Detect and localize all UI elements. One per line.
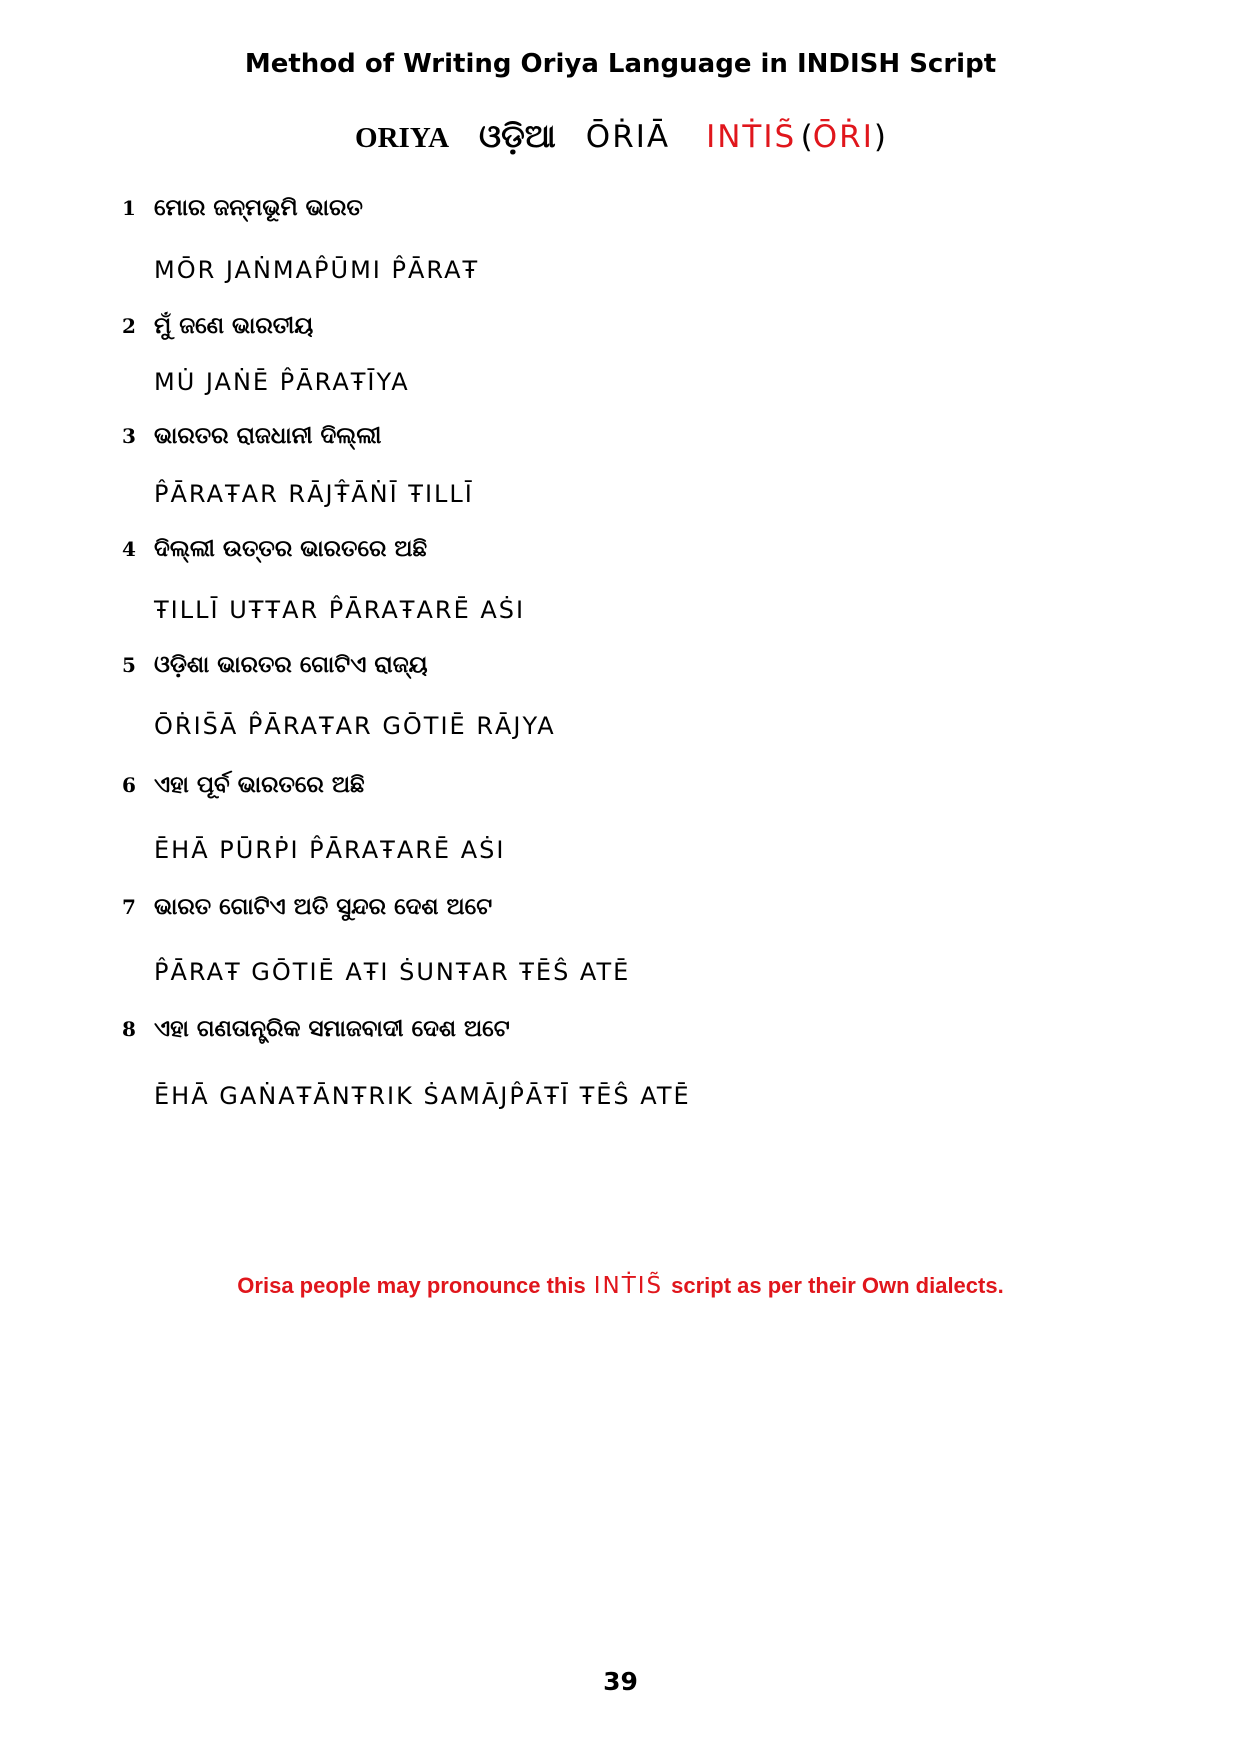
entry-number: 1 bbox=[122, 196, 136, 220]
entry-number: 7 bbox=[122, 895, 136, 919]
entry-number: 3 bbox=[122, 424, 136, 448]
subtitle-oriya: ଓଡ଼ିଆ bbox=[479, 117, 556, 155]
entry-number: 2 bbox=[122, 314, 136, 338]
entry-8-indish-text: ĒHĀ GAṄAŦĀNŦRIK ṠAMĀJP̂ĀŦĪ ŦĒŜ ATĒ bbox=[154, 1082, 691, 1110]
entry-number: 4 bbox=[122, 537, 136, 561]
entry-2-oriya-row bbox=[0, 304, 1241, 348]
entry-number: 8 bbox=[122, 1017, 136, 1041]
entry-oriya-text: ଏହା ପୂର୍ବ ଭାରତରେ ଅଛି bbox=[154, 772, 365, 798]
page-title: Method of Writing Oriya Language in INDISH Script bbox=[244, 49, 997, 79]
footnote-after: script as per their Own dialects. bbox=[671, 1273, 1004, 1298]
subtitle-indish: ŌṘIĀ bbox=[585, 119, 671, 155]
entry-4-indish-text: ŦILLĪ UŦŦAR P̂ĀRAŦARĒ AṠI bbox=[154, 596, 526, 624]
entry-7-indish-text: P̂ĀRAŦ GŌTIĒ AŦI ṠUNŦAR ŦĒŜ ATĒ bbox=[154, 958, 631, 986]
subtitle-script-name: INṪIS̃ bbox=[706, 119, 797, 155]
entry-5-oriya-row bbox=[0, 643, 1241, 687]
entry-1-indish-text: MŌR JAṄMAP̂ŪMI P̂ĀRAŦ bbox=[154, 256, 480, 284]
subtitle-paren-close: ) bbox=[873, 119, 886, 155]
footnote bbox=[0, 1268, 1241, 1304]
entry-oriya-text: ଓଡ଼ିଶା ଭାରତର ଗୋଟିଏ ରାଜ୍ୟ bbox=[154, 652, 428, 678]
entry-oriya-text: ଦିଲ୍ଲୀ ଉତ୍ତର ଭାରତରେ ଅଛି bbox=[154, 536, 428, 562]
entry-6-oriya-row bbox=[0, 763, 1241, 807]
entry-number: 5 bbox=[122, 653, 136, 677]
subtitle-line bbox=[0, 108, 1241, 171]
entry-oriya-text: ଭାରତ ଗୋଟିଏ ଅତି ସୁନ୍ଦର ଦେଶ ଅଟେ bbox=[154, 894, 493, 920]
entry-5-indish-text: ŌṘIS̄Ā P̂ĀRAŦAR GŌTIĒ RĀJYA bbox=[154, 712, 556, 740]
footnote-before: Orisa people may pronounce this bbox=[237, 1273, 586, 1298]
entry-oriya-text: ମୁଁ ଜଣେ ଭାରତୀୟ bbox=[154, 313, 314, 339]
entry-8-oriya-row bbox=[0, 1007, 1241, 1051]
subtitle-latin: ORIYA bbox=[355, 122, 450, 154]
entry-4-oriya-row bbox=[0, 527, 1241, 571]
footnote-script-name: INṪIS̃ bbox=[593, 1273, 664, 1299]
entry-1-oriya-row bbox=[0, 186, 1241, 230]
subtitle-script-lang: ŌṘI bbox=[812, 119, 874, 155]
page-number: 39 bbox=[603, 1667, 638, 1696]
entry-3-oriya-row bbox=[0, 414, 1241, 458]
entry-oriya-text: ଏହା ଗଣତାନ୍ତ୍ରିକ ସମାଜବାଦୀ ଦେଶ ଅଟେ bbox=[154, 1016, 510, 1042]
entry-oriya-text: ଭାରତର ରାଜଧାନୀ ଦିଲ୍ଲୀ bbox=[154, 423, 382, 449]
entry-6-indish-text: ĒHĀ PŪRṖI P̂ĀRAŦARĒ AṠI bbox=[154, 836, 506, 864]
entry-3-indish-text: P̂ĀRAŦAR RĀJŦ̂ĀṄĪ ŦILLĪ bbox=[154, 480, 474, 508]
entry-oriya-text: ମୋର ଜନ୍ମଭୂମି ଭାରତ bbox=[154, 195, 363, 221]
entry-number: 6 bbox=[122, 773, 136, 797]
subtitle-paren-open: ( bbox=[800, 119, 813, 155]
entry-7-oriya-row bbox=[0, 885, 1241, 929]
entry-2-indish-text: MU̇ JAṄĒ P̂ĀRAŦĪYA bbox=[154, 368, 410, 396]
